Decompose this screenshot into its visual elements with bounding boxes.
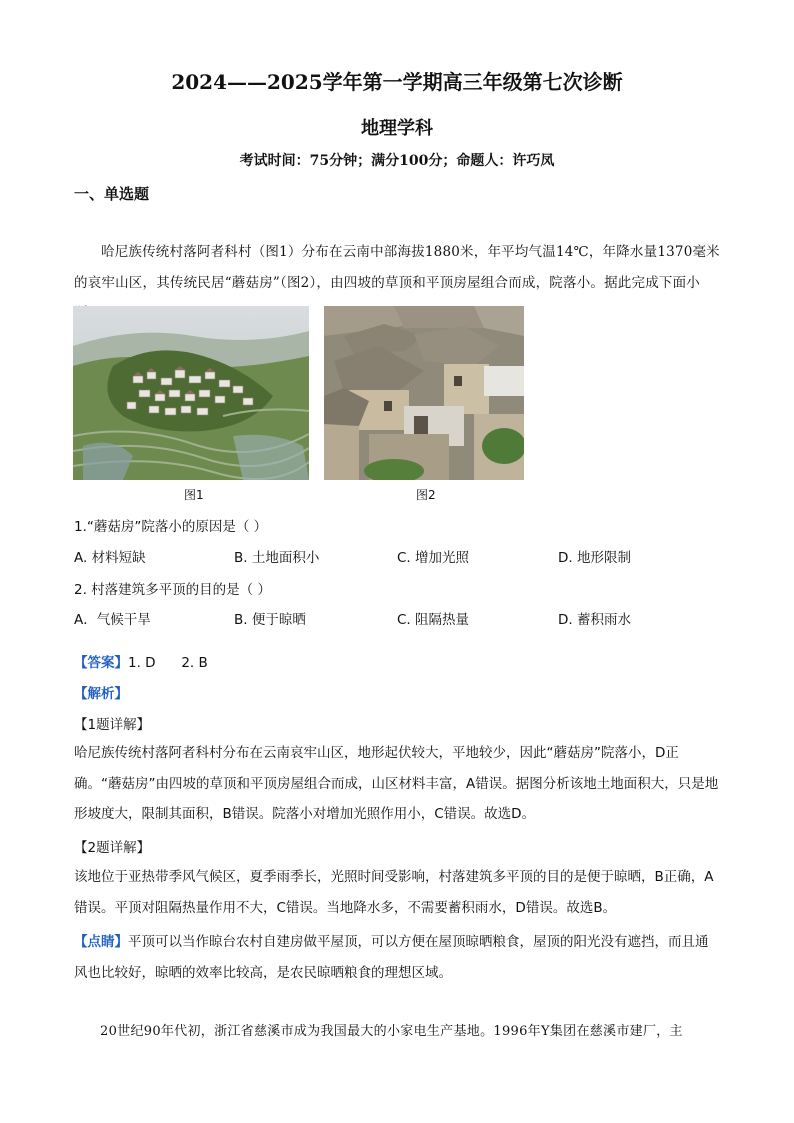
answer-row	[74, 651, 208, 671]
figure-2-mushroom-house-photo	[324, 306, 524, 480]
question-2-stem: 2. 村落建筑多平顶的目的是（ ）	[74, 582, 271, 598]
detail-2-text: 该地位于亚热带季风气候区，夏季雨季长，光照时间受影响，村落建筑多平顶的目的是便于晾晒，B正确，A错误。平顶对阻隔热量作用不大，C错误。当地降水多，不需要蓄积雨水，D错误。故选B。	[74, 869, 714, 916]
intro-paragraph: 哈尼族传统村落阿者科村（图1）分布在云南中部海拔1880米，年平均气温14℃，年降水量1370毫米的哀牢山区，其传统民居“蘑菇房”（图2），由四坡的草顶和平顶房屋组合而成，院落小。据此完成下面小	[74, 244, 720, 291]
q2-option-a[interactable]: A．气候干旱	[74, 612, 151, 628]
detail-2-label: 【2题详解】	[74, 840, 151, 856]
analysis-label: 【解析】	[74, 686, 128, 702]
q1-option-b[interactable]: B. 土地面积小	[234, 550, 320, 566]
answer-label: 【答案】	[74, 655, 128, 671]
question-1-stem: 1.“蘑菇房”院落小的原因是（ ）	[74, 519, 268, 535]
exam-info: 考试时间：75分钟；满分100分；命题人：许巧凤	[239, 153, 555, 169]
figure-1-village-photo	[73, 306, 309, 480]
q1-option-c[interactable]: C. 增加光照	[397, 550, 470, 566]
figure-2-caption: 图2	[416, 488, 436, 502]
q2-option-d[interactable]: D. 蓄积雨水	[558, 612, 631, 628]
exam-title: 2024——2025学年第一学期高三年级第七次诊断	[171, 70, 623, 94]
tip-label: 【点睛】	[74, 934, 128, 950]
q1-option-a[interactable]: A. 材料短缺	[74, 550, 146, 566]
q1-option-d[interactable]: D. 地形限制	[558, 550, 631, 566]
detail-1-text: 哈尼族传统村落阿者科村分布在云南哀牢山区，地形起伏较大，平地较少，因此“蘑菇房”院落小，D正确。“蘑菇房”由四坡的草顶和平顶房屋组合而成，山区材料丰富，A错误。据图分析该地土地面积大，只是地形坡度大，限制其面积，B错误。院落小对增加光照作用小，C错误。故选D。	[74, 745, 719, 822]
figure-1-caption: 图1	[184, 488, 204, 502]
detail-1-label: 【1题详解】	[74, 717, 151, 733]
village-terrace-illustration	[73, 306, 309, 480]
tip-text: 平顶可以当作晾台农村自建房做平屋顶，可以方便在屋顶晾晒粮食，屋顶的阳光没有遮挡，而且通风也比较好，晾晒的效率比较高，是农民晾晒粮食的理想区域。	[74, 934, 709, 981]
section-title: 一、单选题	[74, 185, 150, 203]
q2-option-b[interactable]: B. 便于晾晒	[234, 612, 306, 628]
subject-title: 地理学科	[361, 118, 433, 139]
next-question-intro: 20世纪90年代初，浙江省慈溪市成为我国最大的小家电生产基地。1996年Y集团在慈溪市建厂，主	[100, 1024, 683, 1039]
mushroom-house-illustration	[324, 306, 524, 480]
answer-text: 1. D 2. B	[128, 655, 208, 671]
q2-option-c[interactable]: C. 阻隔热量	[397, 612, 470, 628]
tip-paragraph	[74, 927, 720, 988]
